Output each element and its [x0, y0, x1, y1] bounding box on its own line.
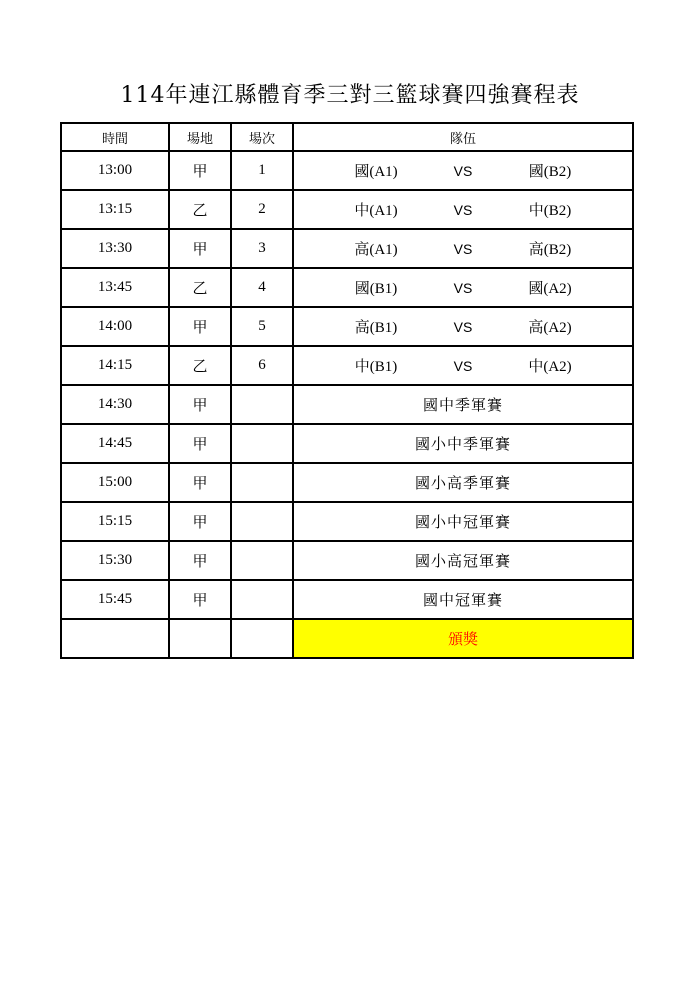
teams-cell: [293, 151, 633, 190]
away-team: 國(A2): [528, 281, 572, 297]
table-row: [61, 580, 633, 619]
time-cell: [61, 619, 169, 658]
vs-label: VS: [453, 318, 473, 335]
game-cell: 4: [231, 268, 293, 307]
venue-cell: 甲: [169, 385, 231, 424]
vs-label: VS: [453, 201, 473, 218]
game-cell: 5: [231, 307, 293, 346]
game-cell: 6: [231, 346, 293, 385]
page-title: 114年連江縣體育季三對三籃球賽四強賽程表: [120, 83, 580, 108]
game-cell: [231, 385, 293, 424]
away-team: 中(B2): [528, 203, 572, 219]
teams-cell: [293, 346, 633, 385]
home-team: 中(A1): [354, 203, 398, 219]
time-cell: 14:45: [61, 424, 169, 463]
vs-label: VS: [453, 279, 473, 296]
header-venue: 場地: [169, 123, 231, 151]
game-cell: [231, 463, 293, 502]
away-team: 高(A2): [528, 320, 572, 336]
venue-cell: 甲: [169, 502, 231, 541]
vs-label: VS: [453, 240, 473, 257]
home-team: 高(A1): [354, 242, 398, 258]
home-team: 國(A1): [354, 164, 398, 180]
table-row: [61, 307, 633, 346]
game-cell: [231, 580, 293, 619]
vs-label: VS: [453, 357, 473, 374]
venue-cell: 乙: [169, 190, 231, 229]
home-team: 國(B1): [354, 281, 398, 297]
award-row: [61, 619, 633, 658]
teams-cell: [293, 268, 633, 307]
table-row: [61, 190, 633, 229]
game-cell: 1: [231, 151, 293, 190]
table-row: [61, 385, 633, 424]
venue-cell: 甲: [169, 424, 231, 463]
header-game: 場次: [231, 123, 293, 151]
teams-cell: [293, 307, 633, 346]
time-cell: 13:45: [61, 268, 169, 307]
table-row: [61, 502, 633, 541]
away-team: 高(B2): [528, 242, 572, 258]
table-row: [61, 151, 633, 190]
time-cell: 15:45: [61, 580, 169, 619]
table-row: [61, 268, 633, 307]
schedule-table: [60, 122, 634, 659]
time-cell: 15:00: [61, 463, 169, 502]
header-time: 時間: [61, 123, 169, 151]
venue-cell: 甲: [169, 463, 231, 502]
game-cell: [231, 424, 293, 463]
header-teams: 隊伍: [293, 123, 633, 151]
venue-cell: 甲: [169, 229, 231, 268]
header-row: [61, 123, 633, 151]
venue-cell: 甲: [169, 307, 231, 346]
venue-cell: 乙: [169, 268, 231, 307]
schedule-body: [61, 151, 633, 658]
award-ceremony-cell: 頒獎: [293, 619, 633, 658]
game-cell: 3: [231, 229, 293, 268]
teams-cell: [293, 190, 633, 229]
game-cell: [231, 541, 293, 580]
final-label: 國中季軍賽: [293, 385, 633, 424]
time-cell: 15:30: [61, 541, 169, 580]
venue-cell: 乙: [169, 346, 231, 385]
table-row: [61, 463, 633, 502]
table-row: [61, 229, 633, 268]
time-cell: 13:00: [61, 151, 169, 190]
venue-cell: [169, 619, 231, 658]
vs-label: VS: [453, 162, 473, 179]
time-cell: 14:15: [61, 346, 169, 385]
time-cell: 14:30: [61, 385, 169, 424]
time-cell: 15:15: [61, 502, 169, 541]
time-cell: 13:30: [61, 229, 169, 268]
table-row: [61, 424, 633, 463]
time-cell: 14:00: [61, 307, 169, 346]
final-label: 國小高季軍賽: [293, 463, 633, 502]
venue-cell: 甲: [169, 151, 231, 190]
home-team: 中(B1): [354, 359, 398, 375]
final-label: 國小高冠軍賽: [293, 541, 633, 580]
table-row: [61, 541, 633, 580]
home-team: 高(B1): [354, 320, 398, 336]
table-row: [61, 346, 633, 385]
away-team: 國(B2): [528, 164, 572, 180]
game-cell: 2: [231, 190, 293, 229]
teams-cell: [293, 229, 633, 268]
venue-cell: 甲: [169, 541, 231, 580]
venue-cell: 甲: [169, 580, 231, 619]
time-cell: 13:15: [61, 190, 169, 229]
final-label: 國中冠軍賽: [293, 580, 633, 619]
final-label: 國小中季軍賽: [293, 424, 633, 463]
game-cell: [231, 502, 293, 541]
away-team: 中(A2): [528, 359, 572, 375]
final-label: 國小中冠軍賽: [293, 502, 633, 541]
game-cell: [231, 619, 293, 658]
